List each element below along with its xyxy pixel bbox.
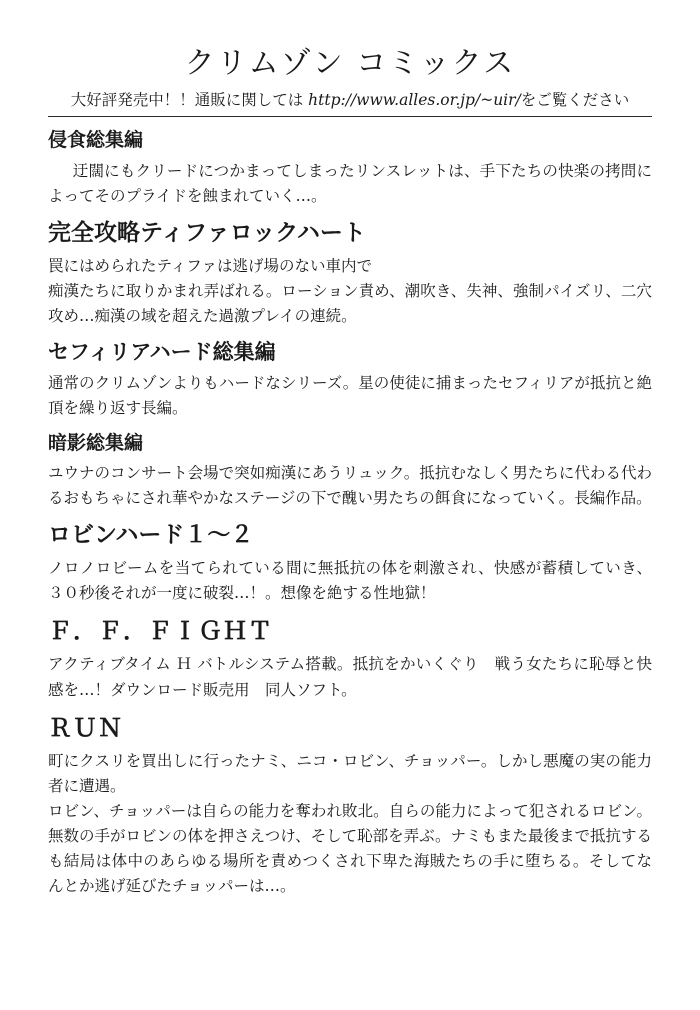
section-title: セフィリアハード総集編 <box>48 339 276 365</box>
section-body <box>48 254 652 329</box>
section-title: ＲＵＮ <box>48 712 123 742</box>
section-body <box>48 749 652 900</box>
page-title: クリムゾン コミックス <box>184 46 516 81</box>
paragraph: ノロノロビームを当てられている間に無抵抗の体を刺激され、快感が蓄積していき、３０秒後それが一度に破裂…！。想像を絶する性地獄！ <box>48 559 652 603</box>
paragraph: ロビン、チョッパーは自らの能力を奪われ敗北。自らの能力によって犯されるロビン。無数の手がロビンの体を押さえつけ、そして恥部を弄ぶ。ナミもまた最後まで抵抗するも結局は体中のあらゆる場所を責めつくされ下卑た海賊たちの手に堕ちる。そしてなんとか逃げ延びたチョッパーは…。 <box>48 801 652 896</box>
paragraph: ユウナのコンサート会場で突如痴漢にあうリュック。抵抗むなしく男たちに代わる代わるおもちゃにされ華やかなステージの下で醜い男たちの餌食になっていく。長編作品。 <box>48 464 652 508</box>
section-shinshoku <box>48 129 652 209</box>
section-robin-hard <box>48 521 652 606</box>
subtitle-prefix: 大好評発売中！！通販に関しては <box>70 91 309 109</box>
subtitle-suffix: をご覧ください <box>520 91 630 109</box>
section-title: ロビンハード１〜２ <box>48 521 254 549</box>
paragraph: 痴漢たちに取りかまれ弄ばれる。ローション責め、潮吹き、失神、強制パイズリ、二穴攻め…痴漢の域を超えた過激プレイの連続。 <box>48 281 652 325</box>
section-title: 完全攻略ティファロックハート <box>48 218 366 246</box>
section-body <box>48 461 652 511</box>
paragraph: 町にクスリを買出しに行ったナミ、ニコ・ロビン、チョッパー。しかし悪魔の実の能力者に遭遇。 <box>48 751 652 795</box>
page-subtitle <box>48 88 652 110</box>
section-ff-fight <box>48 616 652 702</box>
section-title: 暗影総集編 <box>48 431 144 454</box>
paragraph: 迂闊にもクリードにつかまってしまったリンスレットは、手下たちの快楽の拷問によってそのプライドを蝕まれていく…。 <box>48 161 652 205</box>
section-title: 侵食総集編 <box>48 129 144 151</box>
section-title: Ｆ．Ｆ．ＦＩＧＨＴ <box>48 616 273 646</box>
section-run <box>48 713 652 900</box>
subtitle-url: http://www.alles.or.jp/~uir/ <box>308 91 521 109</box>
paragraph: 罠にはめられたティファは逃げ場のない車内で <box>48 256 372 275</box>
header-divider <box>48 116 652 117</box>
section-body <box>48 371 652 421</box>
section-tifa <box>48 219 652 329</box>
section-body <box>48 159 652 209</box>
section-anei <box>48 432 652 512</box>
section-body <box>48 652 652 702</box>
paragraph: アクティブタイム Ｈ バトルシステム搭載。抵抗をかいくぐり 戦う女たちに恥辱と快感を…！ダウンロード販売用 同人ソフト。 <box>48 655 652 699</box>
paragraph: 通常のクリムゾンよりもハードなシリーズ。星の使徒に捕まったセフィリアが抵抗と絶頂を繰り返す長編。 <box>48 374 652 418</box>
section-sefiria <box>48 339 652 421</box>
section-body <box>48 556 652 606</box>
